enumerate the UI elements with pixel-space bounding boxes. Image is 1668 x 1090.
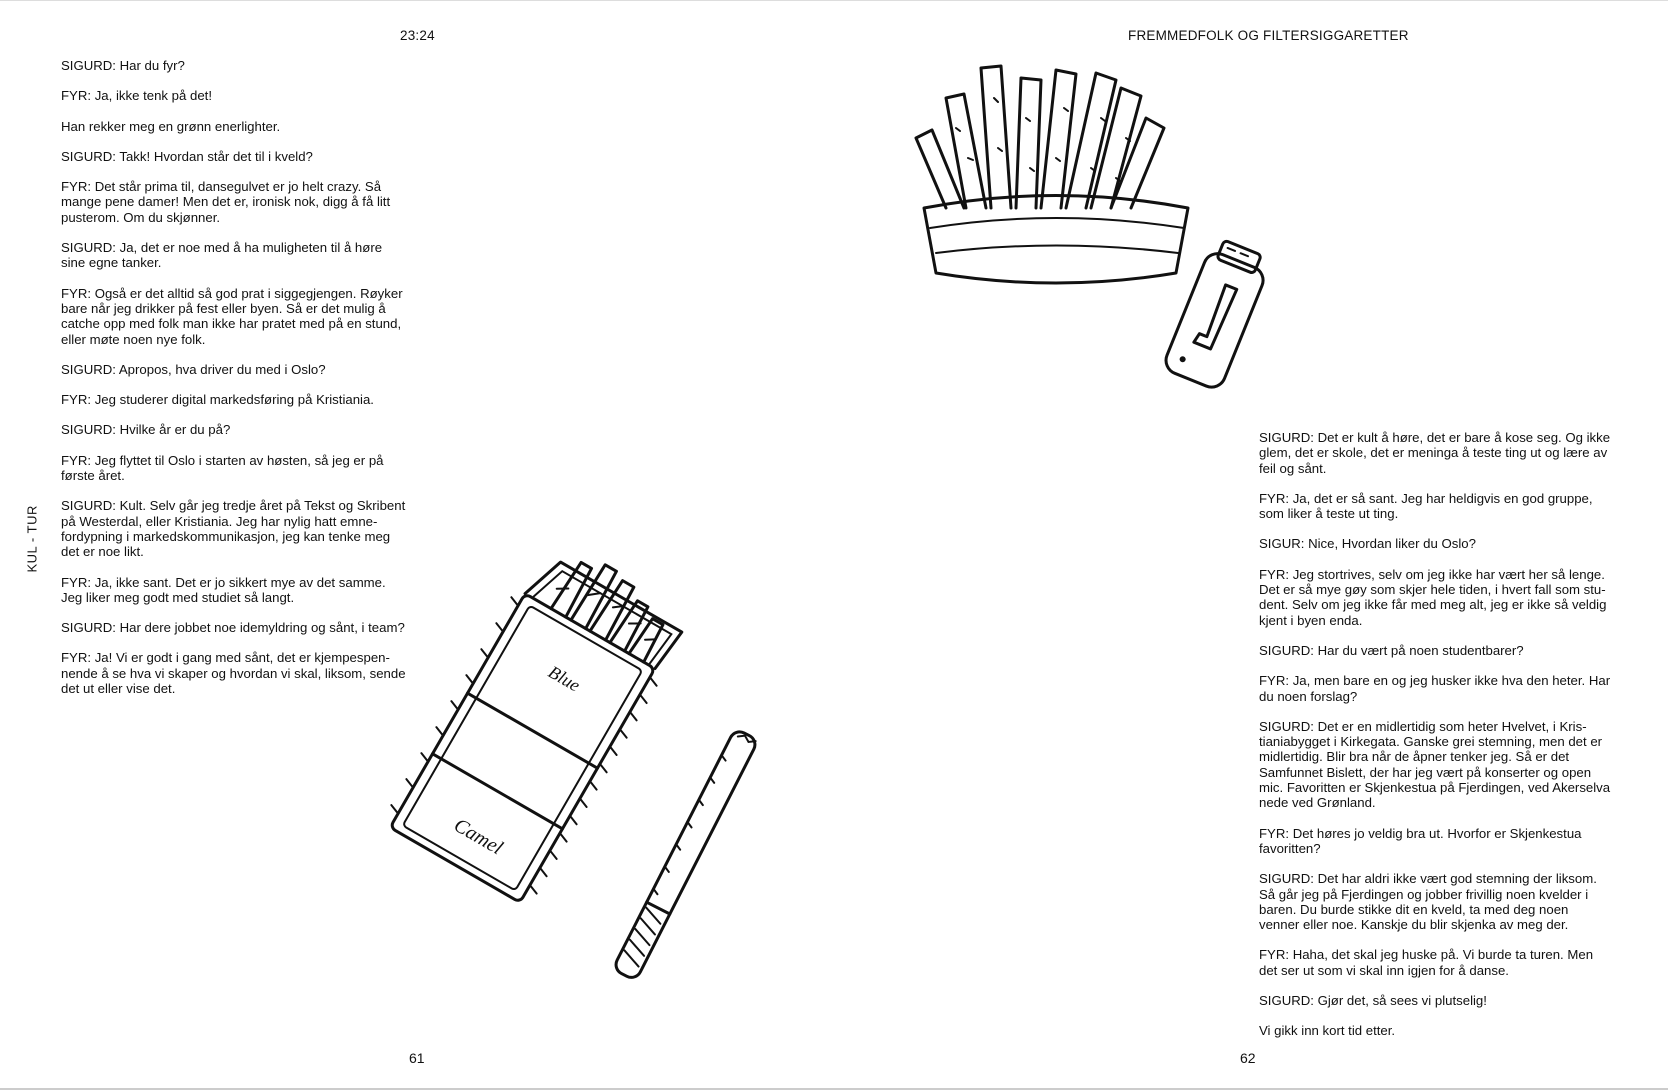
paragraph: SIGURD: Har du fyr?: [61, 58, 185, 73]
paragraph: SIGURD: Ja, det er noe med å ha muligheten til å høre sine egne tanker.: [61, 240, 383, 271]
right-text-column: [1259, 430, 1611, 1054]
lighter-illustration: [1154, 240, 1284, 400]
section-side-label: KUL - TUR: [24, 505, 40, 573]
left-text-column: [61, 58, 406, 711]
paragraph: FYR: Også er det alltid så god prat i siggegjengen. Røyker bare når jeg drikker på fest eller byen. Så er det mulig å catche opp med folk man ikke har pratet med på en stund, eller møte noen nye folk.: [61, 285, 403, 347]
paragraph: FYR: Haha, det skal jeg huske på. Vi burde ta turen. Men det ser ut som vi skal inn igjen for å danse.: [1259, 947, 1594, 978]
paragraph: FYR: Jeg studerer digital markedsføring på Kristiania.: [61, 392, 374, 408]
right-page: [834, 0, 1668, 1090]
paragraph: FYR: Jeg stortrives, selv om jeg ikke har vært her så lenge. Det er så mye gøy som skjer hele tiden, i hvert fall som stu-dent. Selv om jeg ikke får med meg alt, jeg er ikke så veldig kjent i byen enda.: [1259, 566, 1607, 628]
paragraph: FYR: Ja! Vi er godt i gang med sånt, det er kjempespen-nende å se hva vi skaper og hvordan vi skal, liksom, sende det ut eller vise det.: [61, 650, 406, 697]
page-number-right: 62: [1240, 1050, 1256, 1066]
running-head-right: FREMMEDFOLK OG FILTERSIGGARETTER: [1128, 28, 1409, 43]
running-head-left: 23:24: [400, 28, 435, 43]
paragraph: FYR: Ja, men bare en og jeg husker ikke hva den heter. Har du noen forslag?: [1259, 673, 1611, 704]
paragraph: SIGURD: Det er en midlertidig som heter Hvelvet, i Kris-tianiabygget i Kirkegata. Ganske grei stemning, men det er midlertidig. Blir bra når de åpner tenker jeg. Så er det Samfunnet Bislett, der har jeg vært på konserter og open mic. Favoritten er Skjenkestua på Fjerdingen, ved Akerselva nede ved Grønland.: [1259, 718, 1611, 811]
cigarette-illustration: [585, 720, 785, 1000]
paragraph: SIGURD: Det er kult å høre, det er bare å kose seg. Og ikke glem, det er skole, det er meninga å teste ting ut og lære av feil og sånt.: [1259, 430, 1611, 476]
paragraph: FYR: Ja, det er så sant. Jeg har heldigvis en god gruppe, som liker å teste ut ting.: [1259, 490, 1593, 522]
paragraph: Han rekker meg en grønn enerlighter.: [61, 118, 281, 134]
pack-label-top: Blue: [545, 661, 584, 696]
paragraph: FYR: Ja, ikke sant. Det er jo sikkert mye av det samme. Jeg liker meg godt med studiet så langt.: [61, 574, 386, 605]
paragraph: SIGURD: Kult. Selv går jeg tredje året på Tekst og Skribent på Westerdal, eller Kristiania. Jeg har nylig hatt emne-fordypning i markedskommunikasjon, jeg kan tenke meg det er noe likt.: [61, 498, 406, 560]
paragraph: Vi gikk inn kort tid etter.: [1259, 1023, 1396, 1039]
paragraph: SIGURD: Takk! Hvordan står det til i kveld?: [61, 148, 313, 164]
paragraph: SIGUR: Nice, Hvordan liker du Oslo?: [1259, 536, 1476, 552]
paragraph: SIGURD: Har du vært på noen studentbarer?: [1259, 642, 1524, 658]
paragraph: FYR: Ja, ikke tenk på det!: [61, 88, 212, 104]
paragraph: FYR: Jeg flyttet til Oslo i starten av høsten, så jeg er på første året.: [61, 452, 384, 484]
paragraph: SIGURD: Hvilke år er du på?: [61, 422, 231, 438]
paragraph: FYR: Det står prima til, dansegulvet er jo helt crazy. Så mange pene damer! Men det er, ironisk nok, digg å få litt pusterom. Om du skjønner.: [61, 179, 391, 225]
pack-label-bottom: Camel: [450, 814, 507, 860]
paragraph: SIGURD: Apropos, hva driver du med i Oslo?: [61, 361, 326, 377]
paragraph: SIGURD: Har dere jobbet noe idemyldring og sånt, i team?: [61, 620, 405, 636]
paragraph: SIGURD: Gjør det, så sees vi plutselig!: [1259, 993, 1487, 1009]
page-number-left: 61: [409, 1050, 425, 1066]
paragraph: FYR: Det høres jo veldig bra ut. Hvorfor er Skjenkestua favoritten?: [1259, 825, 1582, 856]
paragraph: SIGURD: Det har aldri ikke vært god stemning der liksom. Så går jeg på Fjerdingen og jobber frivillig noen kvelder i baren. Du burde stikke dit en kveld, ta med deg noen venner eller noe. Kanskje du blir skjenka av meg der.: [1259, 871, 1597, 933]
